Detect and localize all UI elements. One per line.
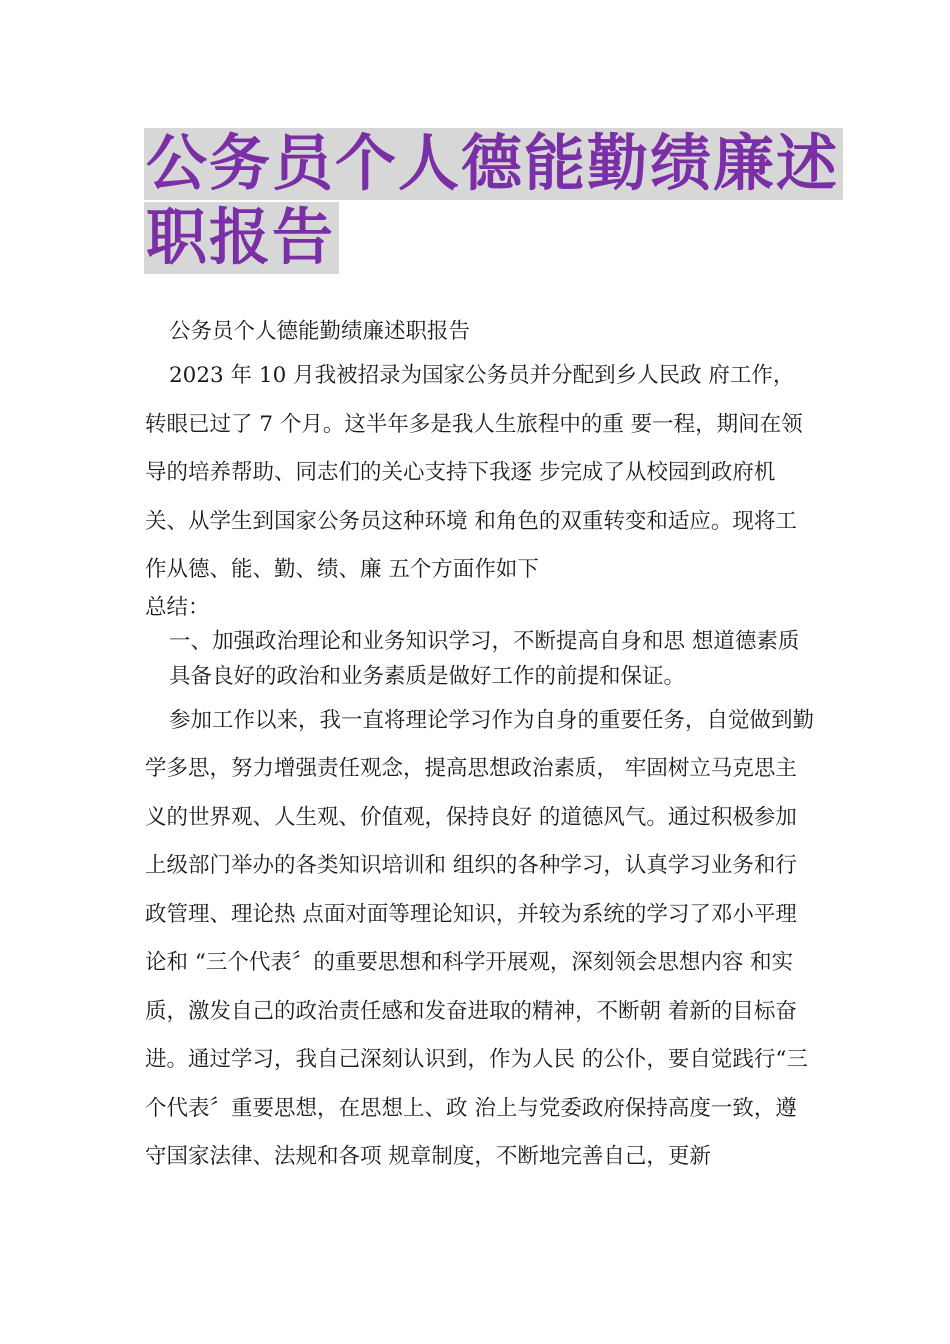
- paragraph-3: 参加工作以来，我一直将理论学习作为自身的重要任务，自觉做到勤学多思，努力增强责任观念，提高思想政治素质， 牢固树立马克思主义的世界观、人生观、价值观，保持良好 的道德风气。通过积极参加上级部门举办的各类知识培训和 组织的各种学习，认真学习业务和行政管理、理论热 点面对面等理论知识，并较为系统的学习了邓小平理论和 “三个代表〞的重要思想和科学开展观，深刻领会思想内容 和实质，激发自己的政治责任感和发奋进取的精神，不断朝 着新的目标奋进。通过学习，我自己深刻认识到，作为人民 的公仆，要自觉践行“三个代表〞重要思想，在思想上、政 治上与党委政府保持高度一致，遵守国家法律、法规和各项 规章制度，不断地完善自己，更新: [145, 707, 815, 1169]
- paragraph-intro: 2023 年 10 月我被招录为国家公务员并分配到乡人民政 府工作，转眼已过了 7 个月。这半年多是我人生旅程中的重 要一程，期间在领导的培养帮助、同志们的关心支持下我逐 步完成了从校园到政府机关、从学生到国家公务员这种环境 和角色的双重转变和适应。现将工作从德、能、勤、绩、廉 五个方面作如下: [145, 363, 803, 582]
- title-line-1: 公务员个人德能勤绩廉述: [144, 128, 843, 200]
- section-heading-1: 一、加强政治理论和业务知识学习，不断提高自身和思 想道德素质: [169, 628, 800, 654]
- document-body: [145, 318, 815, 1182]
- title-line-2: 职报告: [144, 202, 339, 274]
- document-subtitle: 公务员个人德能勤绩廉述职报告: [169, 319, 471, 344]
- paragraph-2: 具备良好的政治和业务素质是做好工作的前提和保证。: [169, 663, 686, 689]
- paragraph-intro-end: 总结：: [145, 594, 210, 620]
- document-title: [144, 128, 840, 274]
